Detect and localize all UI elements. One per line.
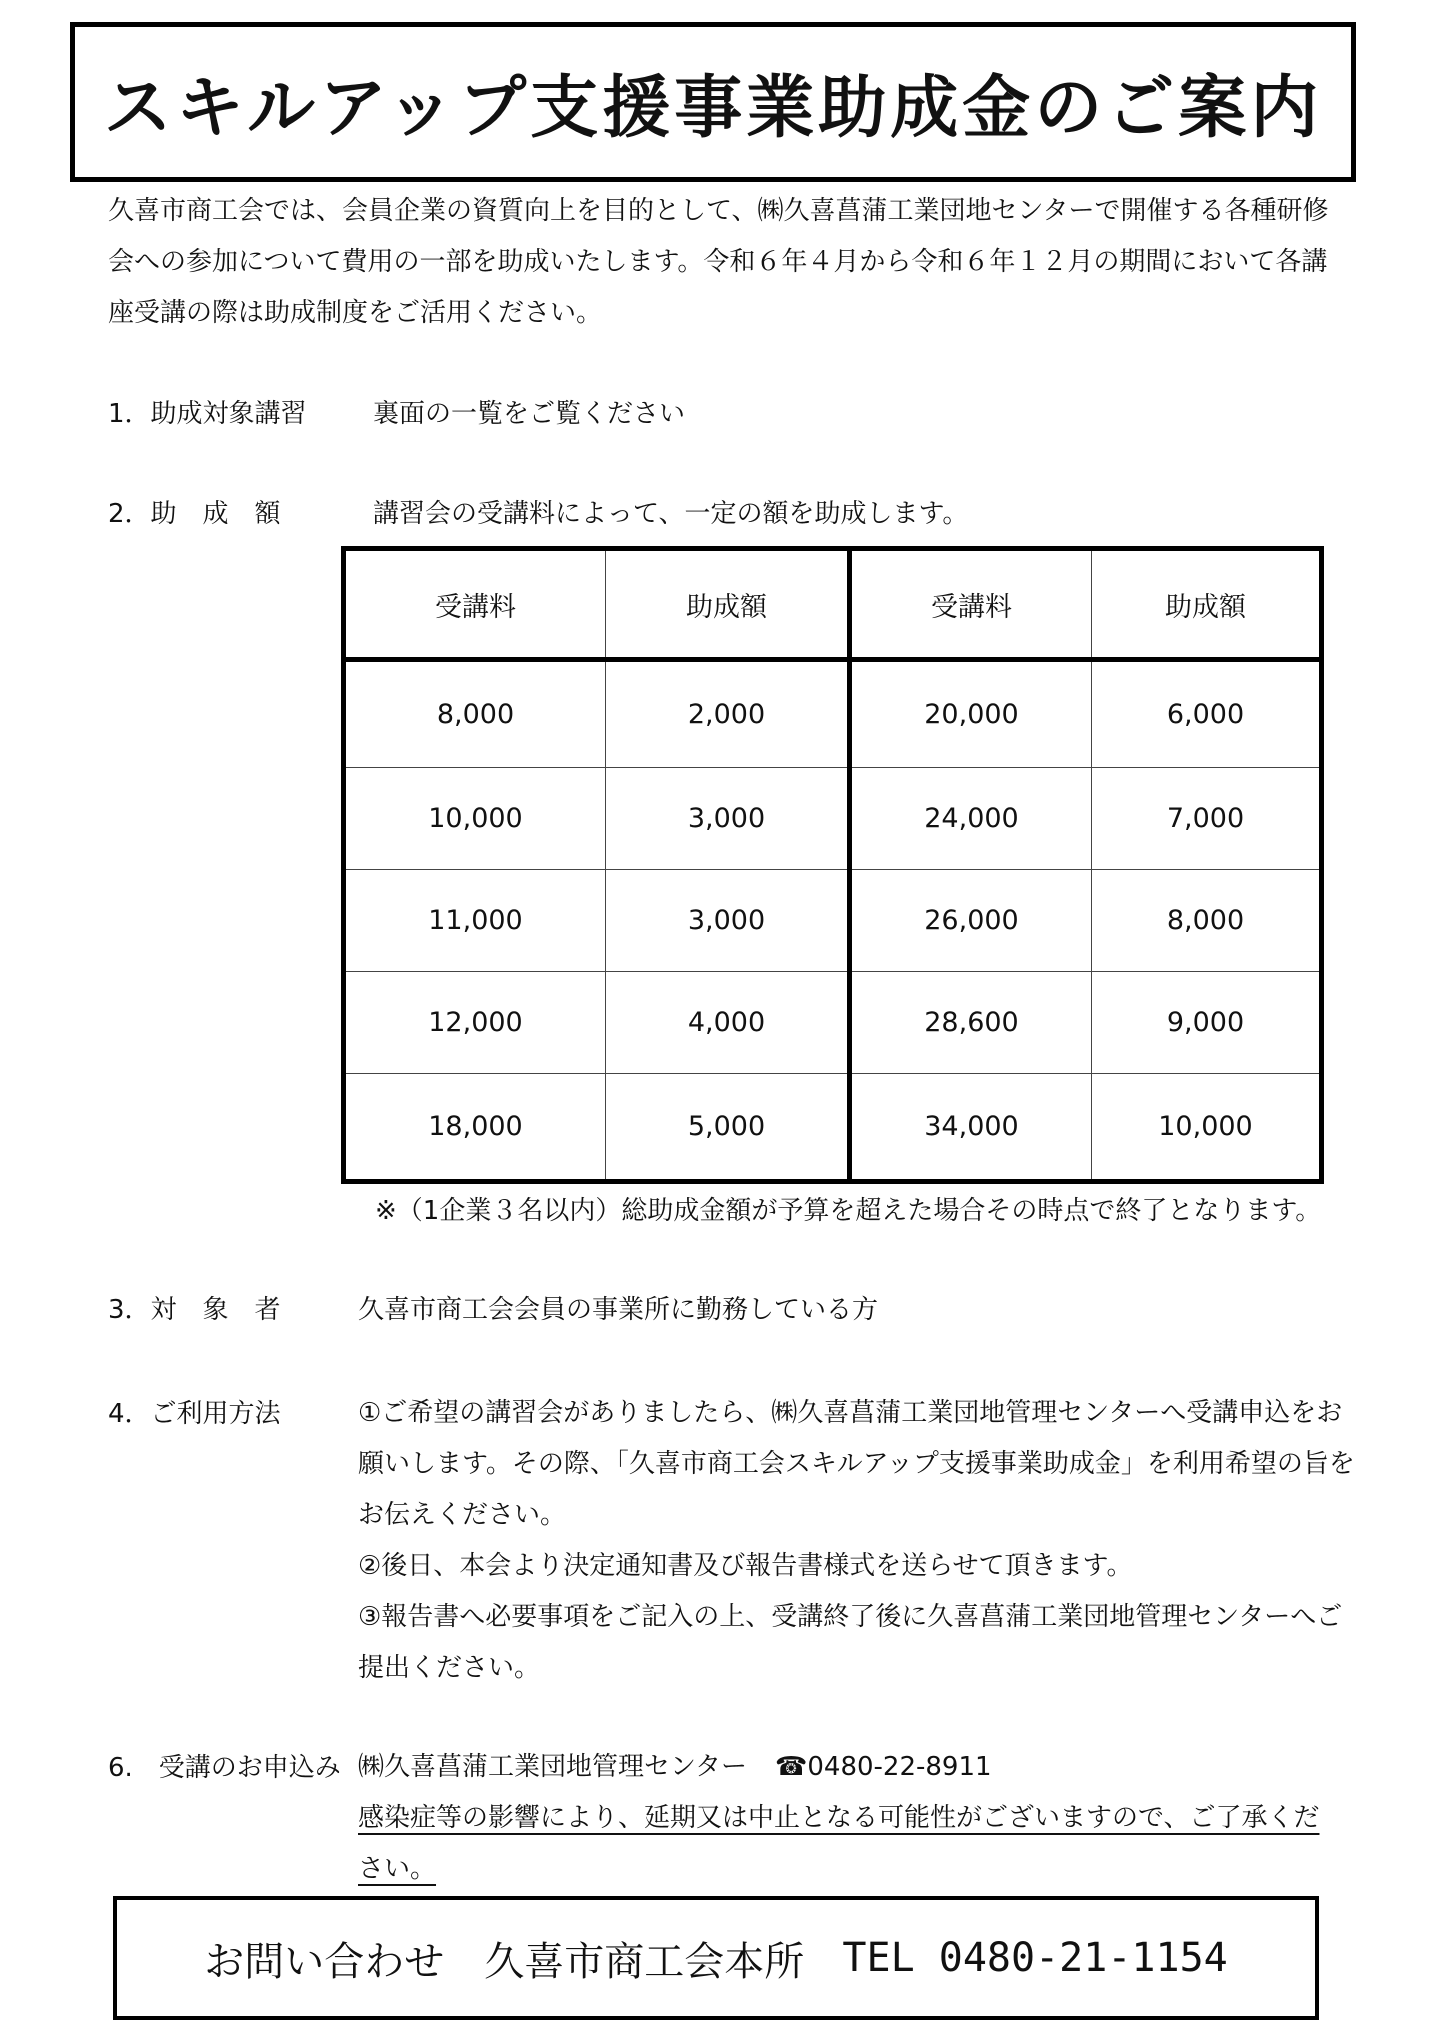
cell-subsidy: 10,000 — [1092, 1074, 1322, 1182]
header-fee: 受講料 — [850, 549, 1092, 660]
table-row — [344, 1074, 1322, 1182]
page-title: スキルアップ支援事業助成金のご案内 — [103, 68, 1323, 148]
item-label: 2．助 成 額 — [108, 499, 281, 529]
cell-subsidy: 9,000 — [1092, 972, 1322, 1074]
table-row — [344, 768, 1322, 870]
cell-subsidy: 8,000 — [1092, 870, 1322, 972]
table-row — [344, 870, 1322, 972]
usage-step: ②後日、本会より決定通知書及び報告書様式を送らせて頂きます。 — [358, 1551, 1133, 1581]
cell-fee: 11,000 — [344, 870, 606, 972]
cell-subsidy: 2,000 — [606, 660, 850, 768]
cell-fee: 18,000 — [344, 1074, 606, 1182]
item-label: 1．助成対象講習 — [108, 399, 307, 429]
header-fee: 受講料 — [344, 549, 606, 660]
application-body — [358, 1742, 1333, 1895]
cell-subsidy: 6,000 — [1092, 660, 1322, 768]
item-text: 講習会の受講料によって、一定の額を助成します。 — [373, 499, 969, 529]
cell-fee: 20,000 — [850, 660, 1092, 768]
cell-fee: 8,000 — [344, 660, 606, 768]
subsidy-table — [341, 546, 1324, 1184]
table-header-row — [344, 549, 1322, 660]
intro-paragraph: 久喜市商工会では、会員企業の資質向上を目的として、㈱久喜菖蒲工業団地センターで開催する各種研修会への参加について費用の一部を助成いたします。令和６年４月から令和６年１２月の期間において各講座受講の際は助成制度をご活用ください。 — [108, 196, 1329, 328]
table-row — [344, 972, 1322, 1074]
usage-step: ①ご希望の講習会がありましたら、㈱久喜菖蒲工業団地管理センターへ受講申込をお願いします。その際、「久喜市商工会スキルアップ支援事業助成金」を利用希望の旨をお伝えください。 — [358, 1398, 1355, 1530]
usage-step: ③報告書へ必要事項をご記入の上、受講終了後に久喜菖蒲工業団地管理センターへご提出ください。 — [358, 1602, 1343, 1683]
contact-label: お問い合わせ 久喜市商工会本所 — [204, 1938, 805, 1985]
cell-fee: 24,000 — [850, 768, 1092, 870]
cell-fee: 10,000 — [344, 768, 606, 870]
item-label: 3．対 象 者 — [108, 1295, 281, 1325]
item-label: 6. 受講のお申込み — [108, 1753, 341, 1783]
application-phone: ☎0480-22-8911 — [774, 1752, 992, 1782]
table-row — [344, 660, 1322, 768]
item-label: 4．ご利用方法 — [108, 1399, 281, 1429]
cell-subsidy: 5,000 — [606, 1074, 850, 1182]
application-notice: 感染症等の影響により、延期又は中止となる可能性がございますので、ご了承ください。 — [358, 1803, 1320, 1884]
header-subsidy: 助成額 — [606, 549, 850, 660]
application-org: ㈱久喜菖蒲工業団地管理センター — [358, 1752, 747, 1782]
cell-subsidy: 3,000 — [606, 870, 850, 972]
item-text: 裏面の一覧をご覧ください — [373, 399, 686, 429]
contact-tel: TEL 0480-21-1154 — [842, 1935, 1228, 1981]
cell-subsidy: 4,000 — [606, 972, 850, 1074]
cell-fee: 28,600 — [850, 972, 1092, 1074]
cell-subsidy: 7,000 — [1092, 768, 1322, 870]
usage-steps — [358, 1388, 1358, 1694]
cell-subsidy: 3,000 — [606, 768, 850, 870]
cell-fee: 34,000 — [850, 1074, 1092, 1182]
header-subsidy: 助成額 — [1092, 549, 1322, 660]
cell-fee: 26,000 — [850, 870, 1092, 972]
contact-box — [113, 1896, 1319, 2020]
cell-fee: 12,000 — [344, 972, 606, 1074]
title-box — [70, 22, 1356, 182]
table-note: ※（1企業３名以内）総助成金額が予算を超えた場合その時点で終了となります。 — [375, 1196, 1322, 1226]
item-text: 久喜市商工会会員の事業所に勤務している方 — [358, 1295, 879, 1325]
